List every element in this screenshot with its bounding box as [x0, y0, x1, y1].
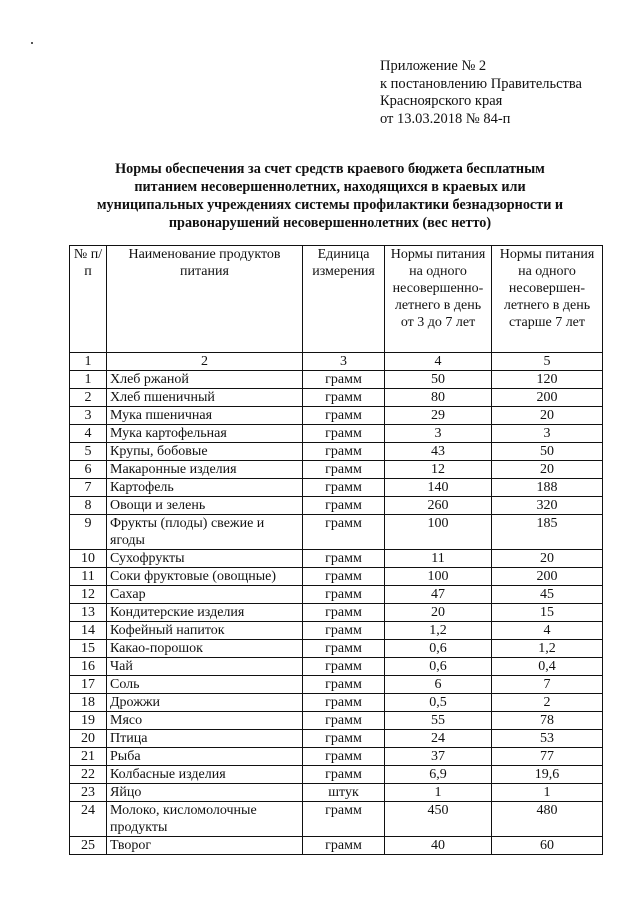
row-number: 2 — [70, 389, 107, 407]
norm-7plus-value: 480 — [492, 802, 603, 837]
unit-cell: грамм — [303, 622, 385, 640]
table-row — [70, 461, 603, 479]
unit-cell: штук — [303, 784, 385, 802]
product-name: Макаронные изделия — [107, 461, 303, 479]
title-line-3: муниципальных учреждениях системы профилактики безнадзорности и — [96, 197, 564, 213]
product-name: Колбасные изделия — [107, 766, 303, 784]
product-name: Мука картофельная — [107, 425, 303, 443]
unit-cell: грамм — [303, 694, 385, 712]
table-header-row — [70, 246, 603, 353]
unit-cell: грамм — [303, 550, 385, 568]
row-number: 15 — [70, 640, 107, 658]
product-name: Мясо — [107, 712, 303, 730]
unit-cell: грамм — [303, 425, 385, 443]
unit-cell: грамм — [303, 389, 385, 407]
norm-3-7-value: 3 — [385, 425, 492, 443]
table-row — [70, 515, 603, 550]
appendix-line-4: от 13.03.2018 № 84-п — [380, 110, 511, 127]
norm-7plus-value: 20 — [492, 461, 603, 479]
row-number: 4 — [70, 425, 107, 443]
norm-7plus-value: 15 — [492, 604, 603, 622]
norm-7plus-value: 45 — [492, 586, 603, 604]
column-number: 3 — [303, 353, 385, 371]
unit-cell: грамм — [303, 640, 385, 658]
table-row — [70, 604, 603, 622]
norm-7plus-value: 60 — [492, 837, 603, 855]
row-number: 17 — [70, 676, 107, 694]
unit-cell: грамм — [303, 748, 385, 766]
norm-7plus-value: 120 — [492, 371, 603, 389]
row-number: 1 — [70, 371, 107, 389]
unit-cell: грамм — [303, 730, 385, 748]
table-row — [70, 407, 603, 425]
product-name: Молоко, кисломолочные продукты — [107, 802, 303, 837]
header-unit: Единица измерения — [303, 246, 385, 353]
unit-cell: грамм — [303, 443, 385, 461]
unit-cell: грамм — [303, 604, 385, 622]
column-number-row — [70, 353, 603, 371]
unit-cell: грамм — [303, 568, 385, 586]
table-row — [70, 497, 603, 515]
row-number: 11 — [70, 568, 107, 586]
header-norm-7plus: Нормы питания на одного несовершен-летнего в день старше 7 лет — [492, 246, 603, 353]
product-name: Дрожжи — [107, 694, 303, 712]
table-row — [70, 425, 603, 443]
norm-7plus-value: 3 — [492, 425, 603, 443]
product-name: Хлеб пшеничный — [107, 389, 303, 407]
product-name: Птица — [107, 730, 303, 748]
scan-speck — [31, 42, 33, 44]
row-number: 9 — [70, 515, 107, 550]
norm-3-7-value: 80 — [385, 389, 492, 407]
product-name: Мука пшеничная — [107, 407, 303, 425]
row-number: 22 — [70, 766, 107, 784]
title-line-2: питанием несовершеннолетних, находящихся в краевых или — [134, 179, 526, 195]
row-number: 24 — [70, 802, 107, 837]
table-row — [70, 712, 603, 730]
norm-7plus-value: 1 — [492, 784, 603, 802]
table-row — [70, 443, 603, 461]
header-num: № п/п — [70, 246, 107, 353]
table-row — [70, 479, 603, 497]
product-name: Фрукты (плоды) свежие и ягоды — [107, 515, 303, 550]
product-name: Кондитерские изделия — [107, 604, 303, 622]
unit-cell: грамм — [303, 461, 385, 479]
norm-3-7-value: 0,6 — [385, 640, 492, 658]
header-name: Наименование продуктов питания — [107, 246, 303, 353]
title-line-1: Нормы обеспечения за счет средств краевого бюджета бесплатным — [115, 161, 545, 177]
unit-cell: грамм — [303, 658, 385, 676]
norm-3-7-value: 6,9 — [385, 766, 492, 784]
norm-3-7-value: 0,5 — [385, 694, 492, 712]
norm-7plus-value: 77 — [492, 748, 603, 766]
table-row — [70, 694, 603, 712]
column-number: 4 — [385, 353, 492, 371]
row-number: 23 — [70, 784, 107, 802]
norm-3-7-value: 0,6 — [385, 658, 492, 676]
row-number: 25 — [70, 837, 107, 855]
norm-3-7-value: 37 — [385, 748, 492, 766]
row-number: 20 — [70, 730, 107, 748]
unit-cell: грамм — [303, 837, 385, 855]
norm-7plus-value: 4 — [492, 622, 603, 640]
table-row — [70, 837, 603, 855]
appendix-line-1: Приложение № 2 — [380, 58, 487, 74]
table-row — [70, 802, 603, 837]
norm-3-7-value: 29 — [385, 407, 492, 425]
product-name: Сухофрукты — [107, 550, 303, 568]
unit-cell: грамм — [303, 676, 385, 694]
norm-3-7-value: 47 — [385, 586, 492, 604]
norm-7plus-value: 200 — [492, 389, 603, 407]
row-number: 16 — [70, 658, 107, 676]
header-norm-3-7: Нормы питания на одного несовершенно-летнего в день от 3 до 7 лет — [385, 246, 492, 353]
norm-3-7-value: 100 — [385, 515, 492, 550]
row-number: 21 — [70, 748, 107, 766]
column-number: 2 — [107, 353, 303, 371]
appendix-line-2: к постановлению Правительства — [380, 75, 582, 92]
row-number: 18 — [70, 694, 107, 712]
norm-7plus-value: 1,2 — [492, 640, 603, 658]
product-name: Овощи и зелень — [107, 497, 303, 515]
row-number: 14 — [70, 622, 107, 640]
norm-7plus-value: 2 — [492, 694, 603, 712]
norm-7plus-value: 188 — [492, 479, 603, 497]
table-row — [70, 676, 603, 694]
norm-3-7-value: 11 — [385, 550, 492, 568]
product-name: Творог — [107, 837, 303, 855]
title-line-4: правонарушений несовершеннолетних (вес нетто) — [168, 215, 492, 231]
product-name: Рыба — [107, 748, 303, 766]
norms-table — [69, 245, 603, 855]
norm-7plus-value: 20 — [492, 407, 603, 425]
unit-cell: грамм — [303, 802, 385, 837]
norm-7plus-value: 200 — [492, 568, 603, 586]
norm-3-7-value: 6 — [385, 676, 492, 694]
table-row — [70, 784, 603, 802]
product-name: Кофейный напиток — [107, 622, 303, 640]
unit-cell: грамм — [303, 586, 385, 604]
table-row — [70, 658, 603, 676]
norm-3-7-value: 450 — [385, 802, 492, 837]
product-name: Хлеб ржаной — [107, 371, 303, 389]
column-number: 5 — [492, 353, 603, 371]
norm-7plus-value: 185 — [492, 515, 603, 550]
norm-3-7-value: 20 — [385, 604, 492, 622]
product-name: Соки фруктовые (овощные) — [107, 568, 303, 586]
table-row — [70, 640, 603, 658]
document-title — [60, 160, 600, 232]
table-row — [70, 550, 603, 568]
norm-3-7-value: 100 — [385, 568, 492, 586]
product-name: Соль — [107, 676, 303, 694]
table-row — [70, 568, 603, 586]
unit-cell: грамм — [303, 497, 385, 515]
norm-7plus-value: 7 — [492, 676, 603, 694]
norm-3-7-value: 12 — [385, 461, 492, 479]
row-number: 12 — [70, 586, 107, 604]
row-number: 13 — [70, 604, 107, 622]
row-number: 7 — [70, 479, 107, 497]
unit-cell: грамм — [303, 371, 385, 389]
norm-3-7-value: 260 — [385, 497, 492, 515]
norm-3-7-value: 55 — [385, 712, 492, 730]
product-name: Какао-порошок — [107, 640, 303, 658]
norm-3-7-value: 24 — [385, 730, 492, 748]
norm-7plus-value: 53 — [492, 730, 603, 748]
norm-3-7-value: 50 — [385, 371, 492, 389]
table-body — [70, 371, 603, 855]
norm-3-7-value: 1,2 — [385, 622, 492, 640]
row-number: 19 — [70, 712, 107, 730]
product-name: Чай — [107, 658, 303, 676]
unit-cell: грамм — [303, 407, 385, 425]
unit-cell: грамм — [303, 515, 385, 550]
unit-cell: грамм — [303, 766, 385, 784]
column-number: 1 — [70, 353, 107, 371]
unit-cell: грамм — [303, 712, 385, 730]
table-row — [70, 622, 603, 640]
table-row — [70, 766, 603, 784]
product-name: Крупы, бобовые — [107, 443, 303, 461]
norm-3-7-value: 140 — [385, 479, 492, 497]
norm-7plus-value: 50 — [492, 443, 603, 461]
appendix-block — [380, 58, 582, 128]
norm-3-7-value: 43 — [385, 443, 492, 461]
appendix-line-3: Красноярского края — [380, 93, 503, 109]
table-row — [70, 371, 603, 389]
row-number: 5 — [70, 443, 107, 461]
norm-7plus-value: 78 — [492, 712, 603, 730]
product-name: Яйцо — [107, 784, 303, 802]
norm-3-7-value: 40 — [385, 837, 492, 855]
table-row — [70, 586, 603, 604]
row-number: 6 — [70, 461, 107, 479]
row-number: 3 — [70, 407, 107, 425]
norm-3-7-value: 1 — [385, 784, 492, 802]
row-number: 8 — [70, 497, 107, 515]
table-row — [70, 389, 603, 407]
norm-7plus-value: 20 — [492, 550, 603, 568]
product-name: Сахар — [107, 586, 303, 604]
norm-7plus-value: 320 — [492, 497, 603, 515]
product-name: Картофель — [107, 479, 303, 497]
unit-cell: грамм — [303, 479, 385, 497]
table-row — [70, 730, 603, 748]
norm-7plus-value: 0,4 — [492, 658, 603, 676]
norm-7plus-value: 19,6 — [492, 766, 603, 784]
table-row — [70, 748, 603, 766]
row-number: 10 — [70, 550, 107, 568]
